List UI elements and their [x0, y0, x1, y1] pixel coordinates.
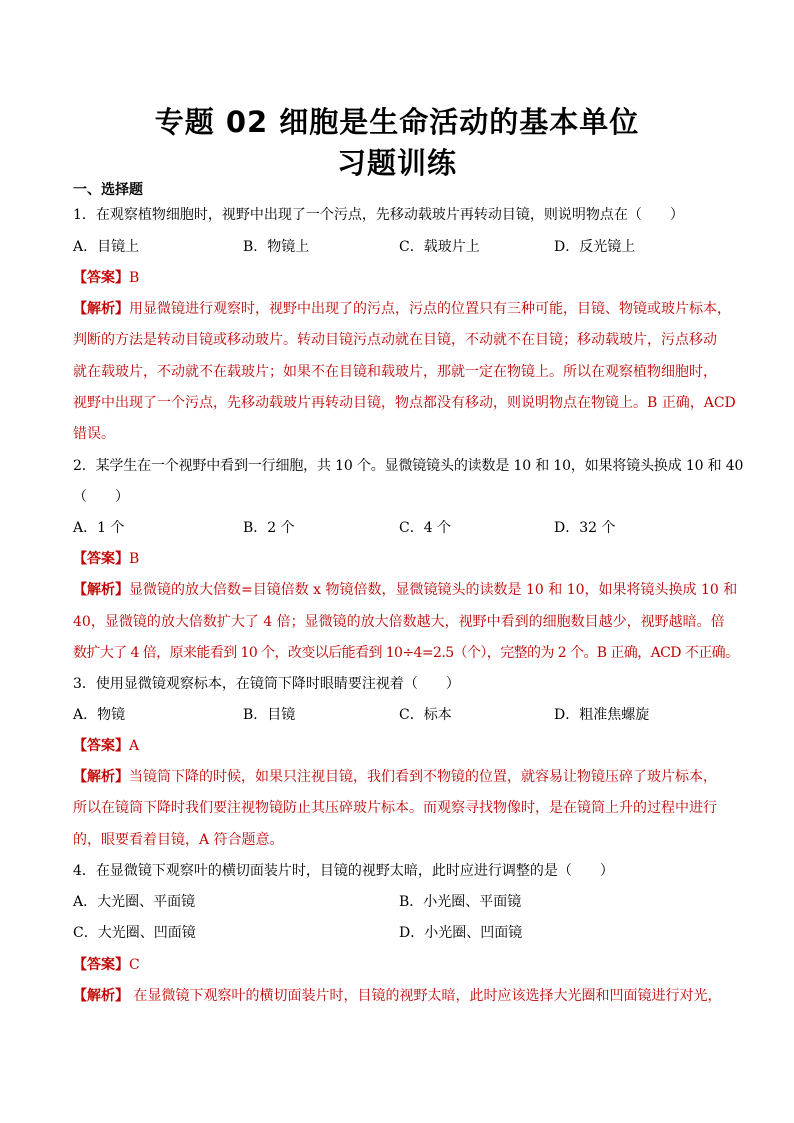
q1-option-d: D．反光镜上 — [554, 239, 636, 255]
q1-analysis-text-4: 错误。 — [73, 426, 115, 442]
answer-tag: 【答案】 — [73, 738, 129, 754]
q3-analysis-text-2: 的，眼要看着目镜，A 符合题意。 — [73, 832, 284, 848]
answer-tag: 【答案】 — [73, 957, 129, 973]
q2-answer-value: B — [129, 551, 140, 567]
q1-answer-value: B — [129, 270, 140, 286]
q2-option-a: A．1 个 — [73, 520, 125, 536]
q1-analysis-line — [73, 299, 731, 319]
answer-tag: 【答案】 — [73, 551, 129, 567]
q2-analysis-line — [73, 580, 737, 600]
q4-option-d: D．小光圈、凹面镜 — [399, 925, 523, 941]
q3-answer-value: A — [129, 738, 140, 754]
q1-answer — [73, 268, 139, 288]
q2-stem-blank: （ ） — [73, 489, 129, 505]
q4-analysis-text-0: 在显微镜下观察叶的横切面装片时，目镜的视野太暗，此时应该选择大光圈和凹面镜进行对光， — [129, 988, 722, 1004]
title-line-1: 专题 02 细胞是生命活动的基本单位 — [154, 105, 640, 139]
q1-stem: 1．在观察植物细胞时，视野中出现了一个污点，先移动载玻片再转动目镜，则说明物点在（ ） — [73, 207, 684, 223]
q2-option-b: B．2 个 — [243, 520, 295, 536]
q1-analysis-text-0: 用显微镜进行观察时，视野中出现了的污点，污点的位置只有三种可能，目镜、物镜或玻片标本， — [129, 301, 731, 317]
title-line-2: 习题训练 — [336, 146, 457, 180]
q3-analysis-text-0: 当镜筒下降的时候，如果只注视目镜，我们看到不物镜的位置，就容易让物镜压碎了玻片标本， — [129, 769, 717, 785]
q2-analysis-text-0: 显微镜的放大倍数=目镜倍数 x 物镜倍数，显微镜镜头的读数是 10 和 10，如果将镜头换成 10 和 — [129, 582, 738, 598]
q2-answer — [73, 549, 139, 569]
q2-analysis-text-1: 40，显微镜的放大倍数扩大了 4 倍；显微镜的放大倍数越大，视野中看到的细胞数目越少，视野越暗。倍 — [73, 614, 725, 630]
q3-option-a: A．物镜 — [73, 707, 126, 723]
analysis-tag: 【解析】 — [73, 988, 129, 1004]
analysis-tag: 【解析】 — [73, 769, 129, 785]
q4-option-a: A．大光圈、平面镜 — [73, 894, 196, 910]
q2-option-c: C．4 个 — [399, 520, 452, 536]
q3-answer — [73, 736, 139, 756]
answer-tag: 【答案】 — [73, 270, 129, 286]
section-heading: 一、选择题 — [73, 182, 143, 198]
q4-stem: 4．在显微镜下观察叶的横切面装片时，目镜的视野太暗，此时应进行调整的是（ ） — [73, 863, 614, 879]
q3-stem: 3．使用显微镜观察标本，在镜筒下降时眼睛要注视着（ ） — [73, 676, 460, 692]
q1-analysis-text-2: 就在载玻片，不动就不在载玻片；如果不在目镜和载玻片，那就一定在物镜上。所以在观察植物细胞时， — [73, 364, 717, 380]
q2-option-d: D．32 个 — [554, 520, 616, 536]
q3-analysis-text-1: 所以在镜筒下降时我们要注视物镜防止其压碎玻片标本。而观察寻找物像时，是在镜筒上升的过程中进行 — [73, 800, 717, 816]
q1-option-c: C．载玻片上 — [399, 239, 480, 255]
q1-option-a: A．目镜上 — [73, 239, 140, 255]
q4-answer — [73, 955, 140, 975]
q2-analysis-text-2: 数扩大了 4 倍，原来能看到 10 个，改变以后能看到 10÷4=2.5（个），完整的为 2 个。B 正确，ACD 不正确。 — [73, 645, 739, 661]
q1-option-b: B．物镜上 — [243, 239, 310, 255]
q4-analysis-line — [73, 986, 721, 1006]
q2-stem: 2．某学生在一个视野中看到一行细胞，共 10 个。显微镜镜头的读数是 10 和 10，如果将镜头换成 10 和 40 — [73, 458, 744, 474]
q4-option-b: B．小光圈、平面镜 — [399, 894, 522, 910]
q3-option-c: C．标本 — [399, 707, 452, 723]
q3-option-d: D．粗准焦螺旋 — [554, 707, 650, 723]
analysis-tag: 【解析】 — [73, 582, 129, 598]
q4-option-c: C．大光圈、凹面镜 — [73, 925, 196, 941]
analysis-tag: 【解析】 — [73, 301, 129, 317]
q3-option-b: B．目镜 — [243, 707, 296, 723]
q1-analysis-text-3: 视野中出现了一个污点，先移动载玻片再转动目镜，物点都没有移动，则说明物点在物镜上。B 正确，ACD — [73, 395, 736, 411]
q1-analysis-text-1: 判断的方法是转动目镜或移动玻片。转动目镜污点动就在目镜，不动就不在目镜；移动载玻片，污点移动 — [73, 332, 717, 348]
q3-analysis-line — [73, 767, 717, 787]
q4-answer-value: C — [129, 957, 140, 973]
